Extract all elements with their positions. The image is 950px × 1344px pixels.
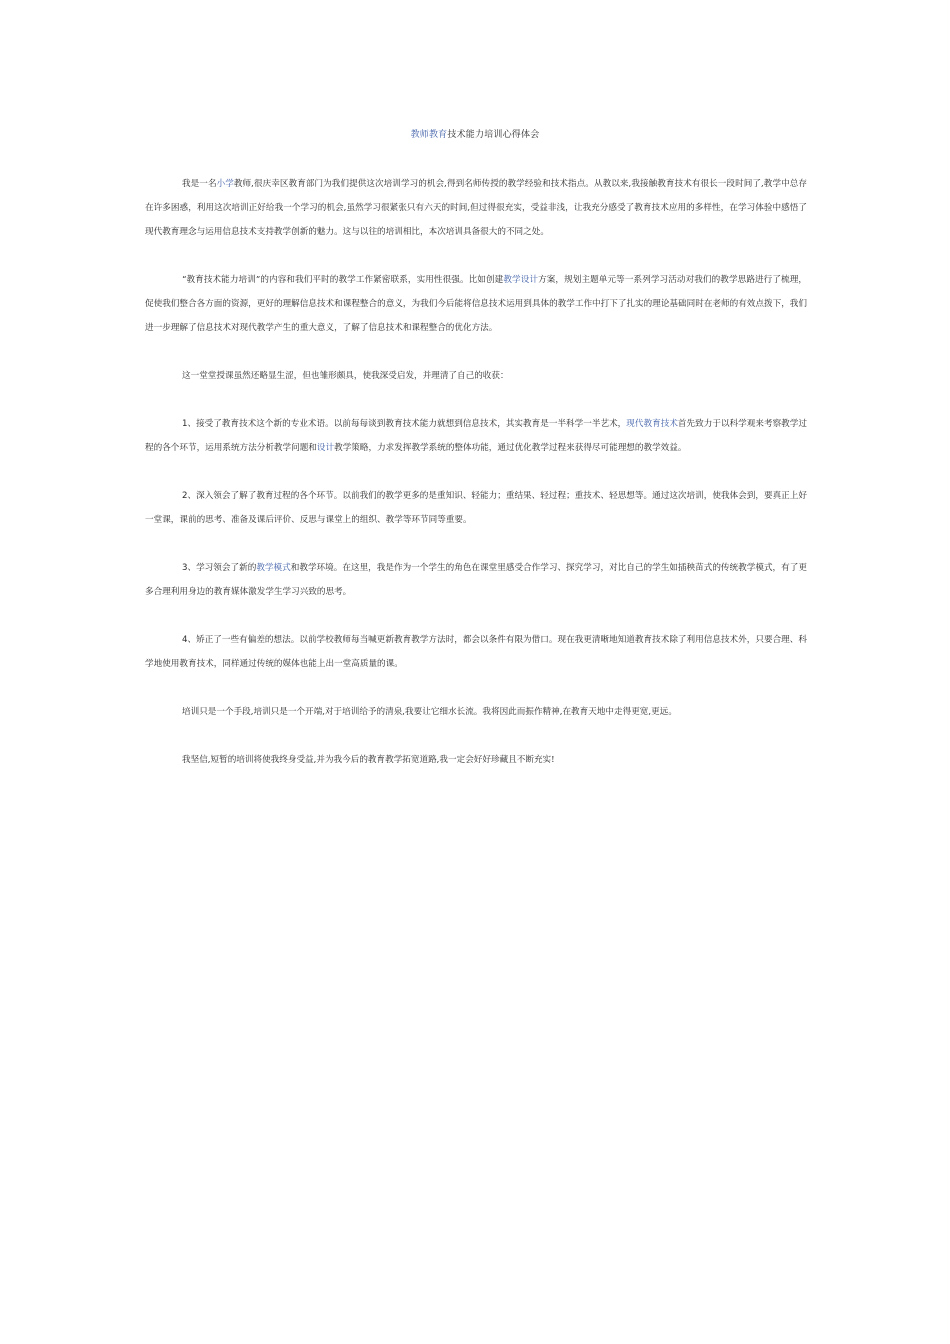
link-modern-education-technology[interactable]: 现代教育技术 bbox=[626, 419, 678, 429]
paragraph-1-text-a: 我是一名 bbox=[182, 179, 217, 189]
item-number-2: 2 bbox=[182, 491, 188, 501]
item-number-4: 4 bbox=[182, 635, 188, 645]
link-teaching-design[interactable]: 教学设计 bbox=[503, 275, 539, 285]
title-link[interactable]: 教师教育 bbox=[410, 130, 448, 140]
paragraph-1-text-b: 教师,很庆幸区教育部门为我们提供这次培训学习的机会,得到名师传授的教学经验和技术指点。从教以来,我接触教育技术有很长一段时间了,教学中总存在许多困惑，利用这次培训正好给我一个学习的机会,虽然学习很紧张只有六天的时间,但过得很充实，受益非浅，让我充分感受了教育技术应用的多样性，在学习体验中感悟了现代教育理念与运用信息技术支持教学创新的魅力。这与以往的培训相比，本次培训具备很大的不同之处。 bbox=[145, 179, 807, 237]
article-body bbox=[145, 172, 807, 796]
paragraph-4-text-b: 首先致力于以科学观来考察教学过程的各个环节，运用系统方法分析教学问题和 bbox=[145, 419, 807, 453]
link-design[interactable]: 设计 bbox=[316, 443, 335, 453]
page-title bbox=[0, 128, 950, 142]
item-number-3: 3 bbox=[182, 563, 188, 573]
link-teaching-mode[interactable]: 教学模式 bbox=[256, 563, 291, 573]
paragraph-5 bbox=[145, 484, 807, 532]
paragraph-4-text-c: 教学策略，力求发挥教学系统的整体功能，通过优化教学过程来获得尽可能理想的教学效益。 bbox=[334, 443, 687, 453]
title-text: 技术能力培训心得体会 bbox=[447, 130, 540, 140]
paragraph-6-text-b: 和教学环境。在这里，我是作为一个学生的角色在课堂里感受合作学习、探究学习，对比自己的学生如插秧苗式的传统教学模式，有了更多合理利用身边的教育媒体激发学生学习兴致的思考。 bbox=[145, 563, 807, 597]
paragraph-7-text-a: 、矫正了一些有偏差的想法。以前学校教师每当喊更新教育教学方法时，都会以条件有限为借口。现在我更清晰地知道教育技术除了利用信息技术外，只要合理、科学地使用教育技术，同样通过传统的媒体也能上出一堂高质量的课。 bbox=[145, 635, 807, 669]
link-primary-school[interactable]: 小学 bbox=[216, 179, 234, 189]
item-number-1: 1 bbox=[182, 419, 188, 429]
paragraph-4 bbox=[145, 412, 807, 460]
paragraph-2-text-a: “教育技术能力培训”的内容和我们平时的教学工作紧密联系，实用性很强。比如创建 bbox=[182, 275, 504, 285]
paragraph-3: 这一堂堂授课虽然还略显生涩，但也雏形颇具，使我深受启发，并理清了自己的收获： bbox=[182, 371, 509, 381]
paragraph-9: 我坚信,短暂的培训将使我终身受益,并为我今后的教育教学拓宽道路,我一定会好好珍藏且不断充实! bbox=[182, 755, 555, 765]
paragraph-6 bbox=[145, 556, 807, 604]
paragraph-6-text-a: 、学习领会了新的 bbox=[187, 563, 257, 573]
paragraph-7 bbox=[145, 628, 807, 676]
paragraph-8: 培训只是一个手段,培训只是一个开端,对于培训给予的清泉,我要让它细水长流。我将因此而振作精神,在教育天地中走得更宽,更远。 bbox=[182, 707, 677, 717]
paragraph-2 bbox=[145, 268, 807, 340]
paragraph-2-text-b: 方案，规划主题单元等一系列学习活动对我们的教学思路进行了梳理，促使我们整合各方面的资源，更好的理解信息技术和课程整合的意义，为我们今后能将信息技术运用到具体的教学工作中打下了扎实的理论基础同时在老师的有效点拨下，我们进一步理解了信息技术对现代教学产生的重大意义，了解了信息技术和课程整合的优化方法。 bbox=[145, 275, 807, 333]
paragraph-4-text-a: 、接受了教育技术这个新的专业术语。以前每每谈到教育技术能力就想到信息技术，其实教育是一半科学一半艺术， bbox=[187, 419, 627, 429]
paragraph-1 bbox=[145, 172, 807, 244]
paragraph-5-text-a: 、深入领会了解了教育过程的各个环节。以前我们的教学更多的是重知识、轻能力；重结果、轻过程；重技术、轻思想等。通过这次培训，使我体会到，要真正上好一堂课，课前的思考、准备及课后评价、反思与课堂上的组织、教学等环节同等重要。 bbox=[145, 491, 807, 525]
